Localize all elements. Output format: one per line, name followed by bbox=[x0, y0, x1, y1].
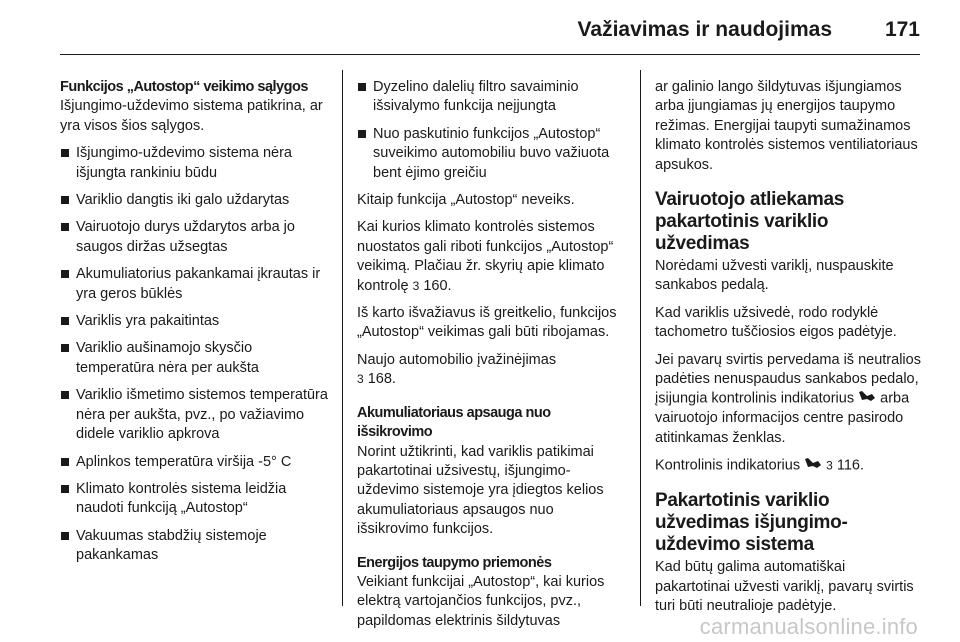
section-heading-battery-protection: Akumuliatoriaus apsauga nuo išsikrovimo bbox=[357, 404, 551, 441]
page-reference-arrow-icon: 3 bbox=[826, 458, 833, 473]
section-heading-auto-restart: Pakartotinis variklio užvedimas išjungimo-uždevimo sistema bbox=[655, 490, 848, 556]
header-divider bbox=[60, 54, 920, 55]
square-bullet-icon bbox=[61, 532, 69, 540]
list-item: Vakuumas stabdžių sistemoje pakankamas bbox=[60, 527, 328, 566]
paragraph: Jei pavarų svirtis pervedama iš neutralios padėties nenuspaudus sankabos pedalo, įsijungia kontrolinis indikatorius arba vairuotojo informacijos centre pasirodo atitinkamas ženklas. bbox=[655, 351, 921, 446]
list-item: Variklio dangtis iki galo uždarytas bbox=[60, 191, 328, 210]
square-bullet-icon bbox=[61, 344, 69, 352]
list-item: Akumuliatorius pakankamai įkrautas ir yra geros būklės bbox=[60, 265, 328, 304]
column-divider-1 bbox=[342, 70, 343, 606]
square-bullet-icon bbox=[61, 223, 69, 231]
column-1 bbox=[60, 78, 328, 574]
list-item: Variklio išmetimo sistemos temperatūra nėra per aukšta, pvz., po važiavimo didele variklio apkrova bbox=[60, 386, 328, 444]
watermark: carmanualsonline.info bbox=[699, 614, 918, 639]
conditions-list bbox=[60, 144, 328, 565]
list-item: Aplinkos temperatūra viršija -5° C bbox=[60, 453, 328, 472]
page-reference[interactable]: 116. bbox=[832, 457, 865, 474]
chapter-title: Važiavimas ir naudojimas bbox=[577, 18, 832, 41]
paragraph: Iš karto išvažiavus iš greitkelio, funkcijos „Autostop“ veikimas gali būti ribojamas. bbox=[357, 305, 617, 341]
paragraph: Naujo automobilio įvažinėjimas 3 168. bbox=[357, 351, 557, 388]
section-heading-autostop-conditions: Funkcijos „Autostop“ veikimo sąlygos bbox=[60, 79, 308, 95]
square-bullet-icon bbox=[358, 83, 366, 91]
conditions-list-continued bbox=[357, 78, 625, 183]
page-reference[interactable]: 160. bbox=[419, 277, 452, 294]
paragraph: Norint užtikrinti, kad variklis patikimai pakartotinai užsivestų, išjungimo-uždevimo sistemoje yra įdiegtos kelios akumuliatoriaus apsaugos nuo išsikrovimo funkcijos. bbox=[357, 443, 604, 538]
page-reference[interactable]: 168. bbox=[363, 371, 396, 388]
page-reference-arrow-icon: 3 bbox=[357, 372, 364, 387]
page-header bbox=[0, 0, 960, 56]
paragraph: Kai kurios klimato kontrolės sistemos nuostatos gali riboti funkcijos „Autostop“ veikimą. Plačiau žr. skyrių apie klimato kontrolę 3 160. bbox=[357, 219, 614, 294]
square-bullet-icon bbox=[61, 485, 69, 493]
list-item: Išjungimo-uždevimo sistema nėra išjungta rankiniu būdu bbox=[60, 144, 328, 183]
square-bullet-icon bbox=[61, 317, 69, 325]
square-bullet-icon bbox=[358, 130, 366, 138]
autostop-indicator-icon bbox=[804, 456, 822, 475]
column-3 bbox=[655, 78, 923, 624]
section-heading-driver-restart: Vairuotojo atliekamas pakartotinis variklio užvedimas bbox=[655, 189, 845, 255]
column-divider-2 bbox=[640, 70, 641, 606]
column-2 bbox=[357, 78, 625, 639]
page-number: 171 bbox=[884, 18, 920, 41]
square-bullet-icon bbox=[61, 270, 69, 278]
paragraph: Kad būtų galima automatiškai pakartotinai užvesti variklį, pavarų svirtis turi būti neutralioje padėtyje. bbox=[655, 559, 914, 614]
paragraph: Kitaip funkcija „Autostop“ neveiks. bbox=[357, 192, 575, 209]
square-bullet-icon bbox=[61, 149, 69, 157]
list-item: Vairuotojo durys uždarytos arba jo saugos diržas užsegtas bbox=[60, 218, 328, 257]
paragraph: Norėdami užvesti variklį, nuspauskite sankabos pedalą. bbox=[655, 258, 894, 294]
paragraph: Veikiant funkcijai „Autostop“, kai kurios elektrą vartojančios funkcijos, pvz., papildomas elektrinis šildytuvas bbox=[357, 573, 605, 629]
list-item: Dyzelino dalelių filtro savaiminio išsivalymo funkcija neįjungta bbox=[357, 78, 625, 117]
square-bullet-icon bbox=[61, 391, 69, 399]
square-bullet-icon bbox=[61, 196, 69, 204]
section-heading-energy-saving: Energijos taupymo priemonės bbox=[357, 554, 552, 571]
list-item: Nuo paskutinio funkcijos „Autostop“ suveikimo automobiliu buvo važiuota bent ėjimo greičiu bbox=[357, 125, 625, 183]
list-item: Klimato kontrolės sistema leidžia naudoti funkciją „Autostop“ bbox=[60, 480, 328, 519]
paragraph: Kad variklis užsivedė, rodo rodyklė tachometro tuščiosios eigos padėtyje. bbox=[655, 304, 897, 341]
list-item: Variklio aušinamojo skysčio temperatūra nėra per aukšta bbox=[60, 339, 328, 378]
paragraph: ar galinio lango šildytuvas išjungiamos arba įjungiamas jų energijos taupymo režimas. Energijai taupyti sumažinamos klimato kontrolės sistemos ventiliatoriaus apsukos. bbox=[655, 79, 918, 173]
paragraph: Išjungimo-uždevimo sistema patikrina, ar yra visos šios sąlygos. bbox=[60, 98, 323, 134]
page-reference-arrow-icon: 3 bbox=[412, 278, 420, 293]
autostop-indicator-icon bbox=[858, 389, 876, 408]
list-item: Variklis yra pakaitintas bbox=[60, 312, 328, 331]
square-bullet-icon bbox=[61, 458, 69, 466]
paragraph: Kontrolinis indikatorius 3 116. bbox=[655, 457, 865, 474]
